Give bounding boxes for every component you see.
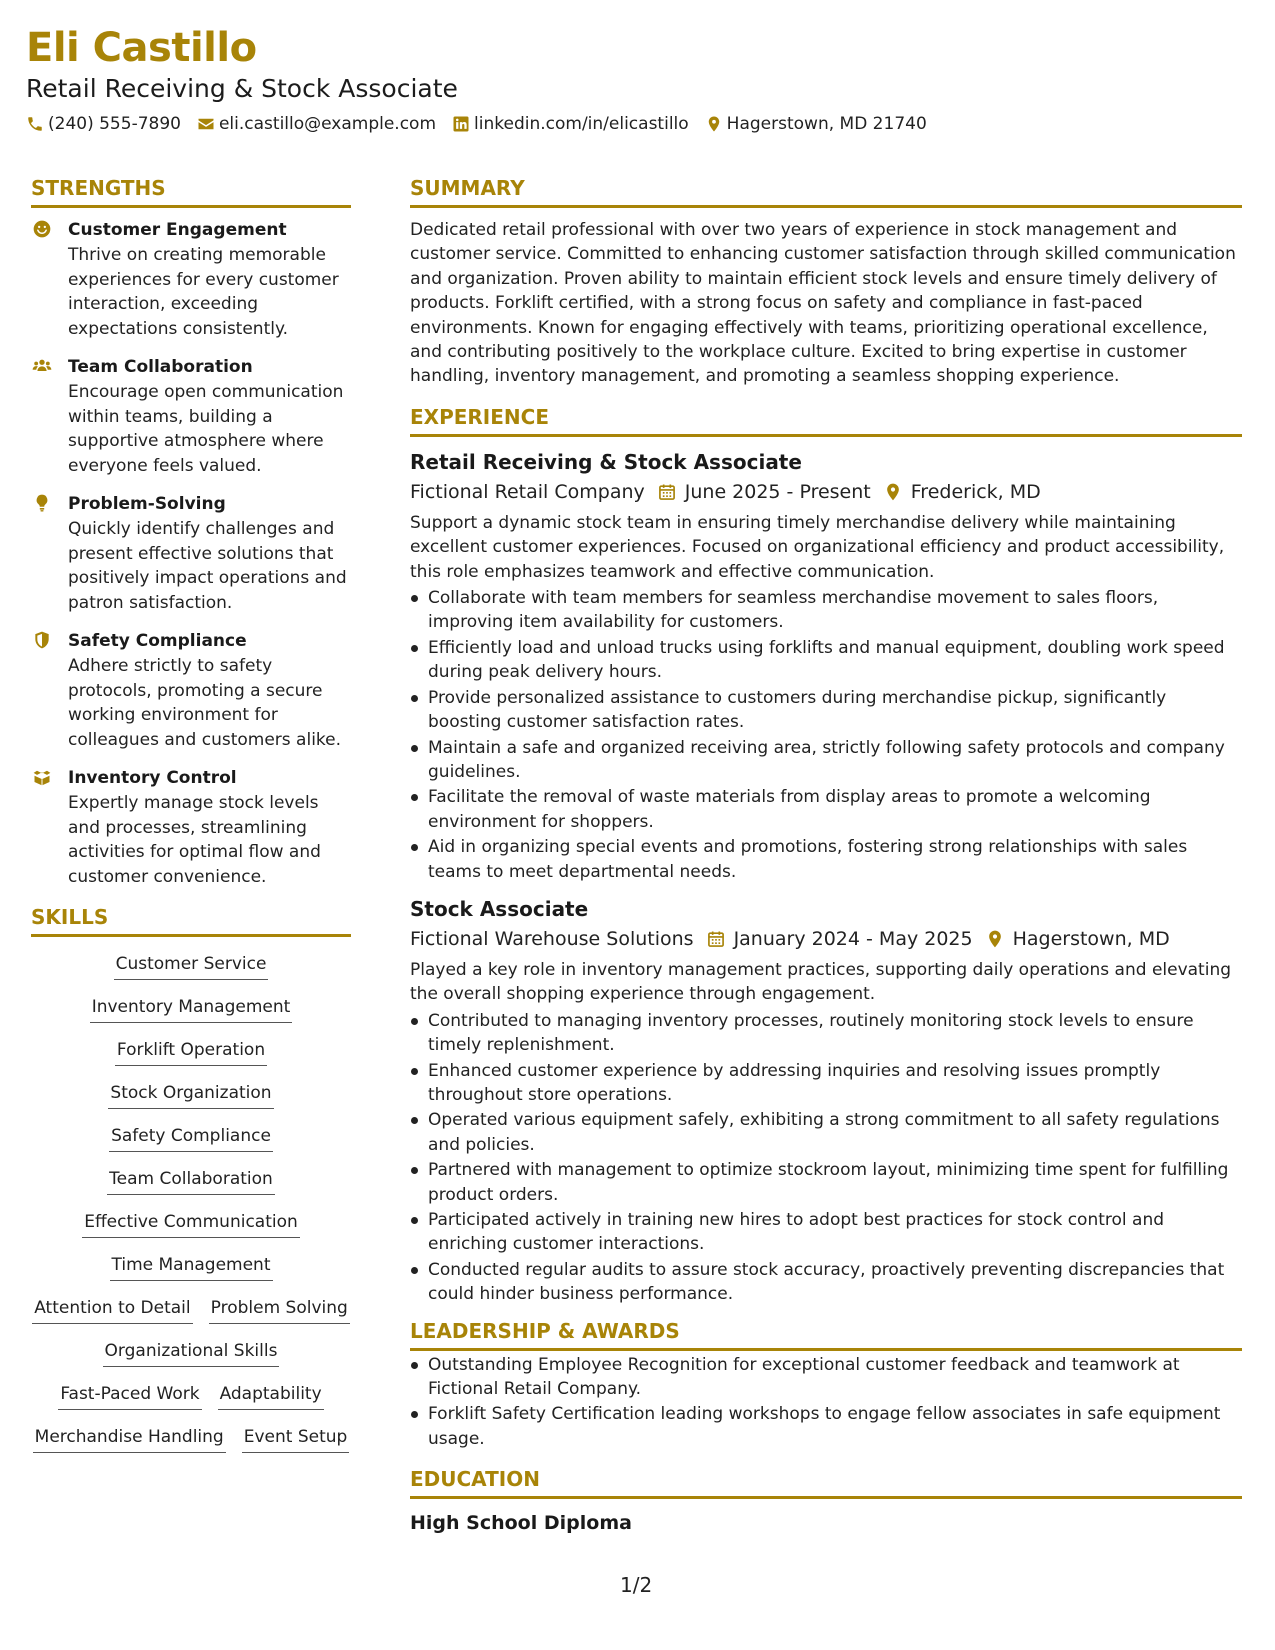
map-pin-icon [705, 115, 723, 133]
strength-title: Safety Compliance [68, 631, 247, 651]
contact-email[interactable] [197, 114, 436, 134]
awards-heading: LEADERSHIP & AWARDS [410, 1317, 1242, 1351]
contact-phone [26, 114, 181, 134]
job-entry [410, 447, 1242, 884]
email-link[interactable]: eli.castillo@example.com [218, 114, 437, 134]
skill-tag: Team Collaboration [107, 1166, 275, 1195]
strength-title: Team Collaboration [68, 357, 253, 377]
strength-item [31, 355, 351, 478]
job-dates: June 2025 - Present [684, 480, 871, 503]
boxes-icon [32, 767, 52, 787]
strength-title: Inventory Control [68, 768, 237, 788]
skills-list [31, 951, 351, 1453]
linkedin-icon [452, 115, 470, 133]
bullet-item: Operated various equipment safely, exhibiting a strong commitment to all safety regulations and policies. [410, 1108, 1242, 1157]
bullet-item: Conducted regular audits to assure stock accuracy, proactively preventing discrepancies that could hinder business performance. [410, 1258, 1242, 1307]
strength-desc: Adhere strictly to safety protocols, promoting a secure working environment for colleagues and customers alike. [68, 656, 342, 750]
job-description: Played a key role in inventory management practices, supporting daily operations and elevating the overall shopping experience through engagement. [410, 959, 1232, 1005]
candidate-name: Eli Castillo [26, 25, 257, 71]
strength-title: Customer Engagement [68, 220, 287, 240]
page-number: 1/2 [620, 1573, 653, 1597]
skill-tag: Fast-Paced Work [58, 1381, 201, 1410]
users-icon [32, 356, 52, 376]
envelope-icon [197, 115, 215, 133]
skill-tag: Organizational Skills [103, 1338, 280, 1367]
skill-tag: Stock Organization [108, 1080, 273, 1109]
job-meta [410, 924, 1242, 954]
job-company: Fictional Retail Company [410, 480, 645, 503]
experience-list [410, 447, 1242, 1307]
bullet-item: Collaborate with team members for seamless merchandise movement to sales floors, improving item availability for customers. [410, 586, 1242, 635]
skill-tag: Event Setup [242, 1424, 350, 1453]
job-company: Fictional Warehouse Solutions [410, 927, 694, 950]
linkedin-link[interactable]: linkedin.com/in/elicastillo [474, 114, 689, 134]
skill-tag: Forklift Operation [115, 1037, 267, 1066]
job-dates: January 2024 - May 2025 [733, 927, 973, 950]
strength-item [31, 629, 351, 752]
summary-heading: SUMMARY [410, 174, 1242, 208]
smile-icon [32, 219, 52, 239]
location-text: Hagerstown, MD 21740 [726, 114, 927, 134]
strengths-list [31, 218, 351, 889]
strength-desc: Expertly manage stock levels and processes, streamlining activities for optimal flow and customer convenience. [68, 793, 321, 887]
candidate-title: Retail Receiving & Stock Associate [26, 74, 458, 103]
skill-tag: Adaptability [218, 1381, 324, 1410]
strength-item [31, 492, 351, 615]
bullet-item: Provide personalized assistance to customers during merchandise pickup, significantly boosting customer satisfaction rates. [410, 686, 1242, 735]
skill-tag: Customer Service [114, 951, 269, 980]
job-meta [410, 477, 1242, 507]
skill-tag: Attention to Detail [32, 1295, 192, 1324]
job-bullets [410, 586, 1242, 884]
calendar-icon [657, 482, 677, 502]
contact-linkedin[interactable] [452, 114, 689, 134]
strength-desc: Quickly identify challenges and present effective solutions that positively impact operations and patron satisfaction. [68, 519, 347, 613]
job-entry [410, 894, 1242, 1307]
map-pin-icon [985, 929, 1005, 949]
left-column [31, 174, 351, 1453]
skill-tag: Merchandise Handling [33, 1424, 226, 1453]
calendar-icon [706, 929, 726, 949]
skill-tag: Problem Solving [209, 1295, 350, 1324]
job-location: Hagerstown, MD [1012, 927, 1170, 950]
lightbulb-icon [32, 493, 52, 513]
education-degree: High School Diploma [410, 1512, 632, 1535]
skill-tag: Time Management [110, 1252, 273, 1281]
phone-icon [26, 115, 44, 133]
phone-text: (240) 555-7890 [48, 114, 181, 134]
strength-title: Problem-Solving [68, 494, 226, 514]
bullet-item: Facilitate the removal of waste materials from display areas to promote a welcoming environment for shoppers. [410, 785, 1242, 834]
award-item: Forklift Safety Certification leading workshops to engage fellow associates in safe equipment usage. [410, 1402, 1242, 1451]
shield-icon [32, 630, 52, 650]
bullet-item: Contributed to managing inventory processes, routinely monitoring stock levels to ensure timely replenishment. [410, 1009, 1242, 1058]
right-column [410, 174, 1242, 1537]
map-pin-icon [883, 482, 903, 502]
bullet-item: Partnered with management to optimize stockroom layout, minimizing time spent for fulfilling product orders. [410, 1158, 1242, 1207]
experience-heading: EXPERIENCE [410, 403, 1242, 437]
skill-tag: Safety Compliance [109, 1123, 273, 1152]
awards-list [410, 1353, 1242, 1452]
strength-desc: Thrive on creating memorable experiences for every customer interaction, exceeding expectations consistently. [68, 245, 339, 339]
skill-tag: Effective Communication [82, 1209, 300, 1238]
contact-location [705, 114, 927, 134]
job-title: Stock Associate [410, 896, 589, 921]
strength-item [31, 218, 351, 341]
award-item: Outstanding Employee Recognition for exceptional customer feedback and teamwork at Fictional Retail Company. [410, 1353, 1242, 1402]
bullet-item: Enhanced customer experience by addressing inquiries and resolving issues promptly throughout store operations. [410, 1059, 1242, 1108]
skill-tag: Inventory Management [90, 994, 293, 1023]
contact-bar [26, 114, 1256, 134]
bullet-item: Participated actively in training new hires to adopt best practices for stock control and enriching customer interactions. [410, 1208, 1242, 1257]
resume-header [26, 22, 1256, 134]
education-heading: EDUCATION [410, 1465, 1242, 1499]
job-description: Support a dynamic stock team in ensuring timely merchandise delivery while maintaining excellent customer experiences. Focused on organizational efficiency and product accessibility, this role emphasizes teamwork and effective communication. [410, 512, 1225, 582]
bullet-item: Efficiently load and unload trucks using forklifts and manual equipment, doubling work speed during peak delivery hours. [410, 636, 1242, 685]
skills-heading: SKILLS [31, 903, 351, 937]
job-bullets [410, 1009, 1242, 1307]
job-location: Frederick, MD [910, 480, 1041, 503]
job-title: Retail Receiving & Stock Associate [410, 449, 802, 474]
bullet-item: Aid in organizing special events and promotions, fostering strong relationships with sales teams to meet departmental needs. [410, 835, 1242, 884]
strength-desc: Encourage open communication within teams, building a supportive atmosphere where everyone feels valued. [68, 382, 344, 476]
summary-text: Dedicated retail professional with over two years of experience in stock management and customer service. Committed to enhancing customer satisfaction through skilled communication and organization. Proven ability to maintain efficient stock levels and ensure timely delivery of products. Forklift certified, with a strong focus on safety and compliance in fast-paced environments. Known for engaging effectively with teams, prioritizing operational excellence, and contributing positively to the workplace culture. Excited to bring expertise in customer handling, inventory management, and promoting a seamless shopping experience. [410, 220, 1236, 387]
strengths-heading: STRENGTHS [31, 174, 351, 208]
strength-item [31, 766, 351, 889]
bullet-item: Maintain a safe and organized receiving area, strictly following safety protocols and company guidelines. [410, 736, 1242, 785]
